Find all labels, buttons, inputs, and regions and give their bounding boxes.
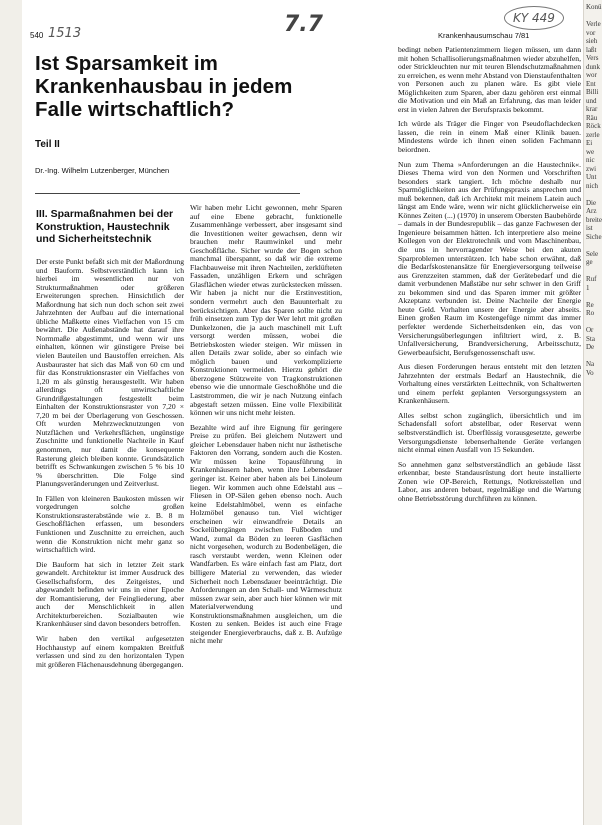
paragraph: Die Bauform hat sich in letzter Zeit stark gewandelt. Architektur ist immer Ausdruck des Gesellschaftsform, des Zeitgeistes, und abgewandelt befinden wir uns in einer Epoche der Romantisierung, der Feingliederung, aber auch der Menschlichkeit in allen Architekturbereichen. Sozialbauten wie Krankenhäuser sind davon besonders betroffen. xyxy=(36,559,184,629)
page-number: 540 xyxy=(30,31,44,40)
text-column-2 xyxy=(190,204,342,652)
paragraph: Aus diesen Forderungen heraus entsteht mit den letzten Jahrzehnten der erstmals Bedarf an Haustechnik, die Vorhaltung eines verstärkten Leittechnik, von Schaltwerten und einem perfekt geplanten Versorgungssystem an Krankenhäusern. xyxy=(398,362,581,406)
paragraph: So annehmen ganz selbstverständlich an gebäude lässt erkennbar, beste Standausrüstung dort heute installierte Zonen wie OP-Bereich, Rettungs, Notkreisstellen und Labor, aus anderen bebaut, regelmäßige und die Wartung ohne Betriebsstörung durchführen zu können. xyxy=(398,459,581,503)
paragraph: Wir haben mehr Licht gewonnen, mehr Sparen auf eine Ebene gebracht, funktionelle Zusammenhänge verbessert, aber insgesamt sind die Investitionen weiter gewachsen, denn wir brauchen mehr Raumwinkel und mehr Geschoßfläche. Sicher wurde der Bogen schon manchmal überspannt, so daß wir die extreme Flachbauweise mit ihren Nachteilen, zerklüfteten Fassaden, unzähligen Erkern und schrägen Glasflächen wieder etwas zurückstecken müssen. Wir haben ja nicht nur die Erstinvestition, sondern vermehrt auch den Bauunterhalt zu berücksichtigen. Aber das Sparen sollte nicht zu früh einsetzen zum Typ der Wer lehrt mit großen Dunkelzonen, die ja auch maschinell mit Luft versorgt werden müssen, wobei die Betriebskosten wieder steigen. Wir müssen in allen Details zwar solide, aber so einfach wie möglich bauen und verkomplizierte Konstruktionen vermeiden. Hierzu gehört die überzogene Stützweite von Tragkonstruktionen ebenso wie die unnormale Geschoßhöhe und die Laststrommen, die wir je nach Nutzung einfach abgestaft setzen müssen. Eine volle Flexibilität können wir uns nicht mehr leisten. xyxy=(190,203,342,418)
paragraph: Bezahlte wird auf ihre Eignung für geringere Preise zu prüfen. Bei gleichem Nutzwert und gleicher Lebensdauer haben nicht nur ästhetische Faktoren den Vorrang, sondern auch die Kosten. Wir müssen keine Topausführung in Krankenhäusern haben, wenn ihre Lebensdauer geringer ist. Keiner aber haben als bei Linoleum liegen. Wir kommen auch ohne Edelstahl aus – Fliesen in OP-Sälen gehen ebenso noch. Auch keine Edelstahlmöbel, wenn es einfache Holzmöbel genauso tun. Viel wichtiger erscheinen wir einwandfreie Details an Sockelübergängen zwischen Fußboden und Wand, zumal da Böden zu leeren Gasflächen nicht vorgesehen, wodurch zu Bodenbelägen, die rasch verstaubt werden, wenn Kleinen oder Wandfarben. Es wäre einfach fast am Platz, dort billigere Material zu verwenden, das wieder Sicherheit noch Lebensdauer beeinträchtigt. Die Anforderungen an den Schall- und Wärmeschutz müssen zwar sein, aber auch hier können wir mit Materialverwendung und Konstruktionsmaßnahmen ausgleichen, um die Kosten zu senken. Beides ist auch eine Frage steigender Energieverbrauchs, daß z. B. Aufzüge nicht mehr xyxy=(190,422,342,646)
title-divider xyxy=(35,193,300,194)
next-page-edge xyxy=(583,0,602,825)
handwritten-stamp: KY 449 xyxy=(504,6,564,30)
article-author: Dr.-Ing. Wilhelm Lutzenberger, München xyxy=(35,166,170,175)
paragraph: bedingt neben Patientenzimmern liegen müssen, um dann mit hohen Schallisolierungsmaßnahmen wieder abzuhelfen, oder Strickleuchten nur mit teuren Blendschutzmaßnahmen zu erreichen, es wenn mehr Abstand von Dienstaufenthalten von Personen auch zu planen wäre. Es gibt viele Möglichkeiten zum Sparen, aber dazu gehören erst einmal die Motivation und ein Maß an Erfahrung, das man leider erst in vielen Jahren der Berufspraxis bekommt. xyxy=(398,45,581,114)
scan-left-margin xyxy=(0,0,22,825)
section-heading: III. Sparmaßnahmen bei der Konstruktion, Haustechnik und Sicherheitstechnik xyxy=(36,208,174,245)
text-column-3 xyxy=(398,46,581,509)
text-column-1 xyxy=(36,258,184,675)
next-page-text-fragment: Konü Verle vor sieh laßt Vers dunk wor Ent Billi und krar Räu Röck zerle Ei we nic zwi Unt nich Die Arz breite ist Siche Sele ge Ruf 1 Re Ro Or Sta De Na Vo xyxy=(586,3,602,377)
journal-header: Krankenhausumschau 7/81 xyxy=(438,31,530,40)
paragraph: Der erste Punkt befaßt sich mit der Maßordnung und Bauform. Selbstverständlich kann ich hierbei im wesentlichen nur von Strukturmaßnahmen oder größeren Erweiterungen sprechen. Hinsichtlich der Maßordnung hat sich nun doch schon seit zwei Jahrzehnten der Aufbau auf die international übliche Maßkette eines Vielfachen von 15 cm bewährt. Die Außenabstände hat darauf ihre Normmaße abgestimmt, und wenn wir uns einhalten, können wir günstigere Preise bei vielen Bauteilen und Baustoffen erreichen. Als Ausbauraster hat sich das Maß von 60 cm und für das Konstruktionsraster ein Vielfaches von 1,20 m als günstig herausgestellt. Wir haben allerdings oft unwirtschaftliche Grundrißgestaltungen festgestellt beim Einhalten der Konstruktionsraster von 7,20 × 7,20 m bei der Überlagerung von Geschossen. Oft wurden Mehrzwecknutzungen von Nutzflächen und Verkehrsflächen, ungünstige Zuschnitte und funktionelle Nachteile in Kauf genommen, nur damit die konsequente Rasterung gleich bleiben konnte. Grundsätzlich betrifft es Schwankungen zwischen 5 % bis 10 % überschritten. Die Folge sind Planungsveränderungen und Zeitverlust. xyxy=(36,257,184,489)
paragraph: In Fällen von kleineren Baukosten müssen wir vorgedrungen solche großen Konstruktionsrasterabstände wie z. B. 8 m Geschoßflächen erfassen, um besonders Funktionen und Zuschnitte zu erreichen, auch wenn die Konstruktion nicht mehr ganz so wirtschaftlich wird. xyxy=(36,493,184,555)
article-part: Teil II xyxy=(35,139,60,150)
handwritten-note-mid: 7.7 xyxy=(284,12,323,37)
paragraph: Wir haben den vertikal aufgesetzten Hochhaustyp auf einem kompakten Breitfuß verlassen und sind zu den horizontalen Typen mit größeren Flächenausdehnung übergegangen. xyxy=(36,633,184,669)
article-title: Ist Sparsamkeit im Krankenhausbau in jedem Falle wirtschaftlich? xyxy=(35,52,293,121)
paragraph: Nun zum Thema »Anforderungen an die Haustechnik«. Dieses Thema wird von den Normen und Vorschriften besonders stark tangiert. Ich möchte deshalb nur Sparmöglichkeiten aus der Prüfungspraxis ansprechen und muß bekennen, daß ich Architekt mit meinem Latein auch längst am Ende wäre, wenn wir nicht glücklicherweise ein Könnes Zeiten (...) (1970) in unserem Obersten Baubehörde – damals in der Bundesrepublik – das ganze Fachwesen der Ingenieure beisammen hätten. Ich interpretiere also meine Kollegen von der Elektrotechnik und vom Maschinenbau, die uns in hervorragender Weise bei den akuten Sparproblemen unterstützen. Ich habe schon erwähnt, daß die Bedarfskostenansätze für Energieversorgung teilweise aus Grenzzeiten stammen, daß der Gerätebedarf und die damit verbundenen Maßstäbe nur sehr schwer in den Griff zu bekommen sind und das Sparen immer mit größter Akzeptanz verbunden ist. Deine Nachteile der Energie heute Geld. Vorhalten unsere der Energie aber abseits. Einen großen Raum im Kostengefüge nimmt das immer perfekter werdende Sicherheitsdenken ein, das von Versicherungsüberlegungen infiltriert wird, z. B. Unfallversicherung, Brandversicherung, Arbeitsschutz, Gewerbeaufsicht, Berufsgenossenschaft usw. xyxy=(398,159,581,357)
handwritten-note-left: 1513 xyxy=(48,26,82,41)
paragraph: Ich würde als Träger die Finger von Pseudoflachdecken lassen, die rein in einem Maß einer Klinik bauen. Mindestens würde ich ihnen einen soliden Fachmann beiordnen. xyxy=(398,119,581,155)
paragraph: Alles selbst schon zugänglich, übersichtlich und im Schadensfall sofort abstellbar, oder Reservat wenn selbstverständlich ist. Überflüssig vorausgesetzte, gewerbe Versorgungsdienste lebenserhaltende Geräte verlangen nicht einmal einen Ausfall von 15 Sekunden. xyxy=(398,410,581,455)
